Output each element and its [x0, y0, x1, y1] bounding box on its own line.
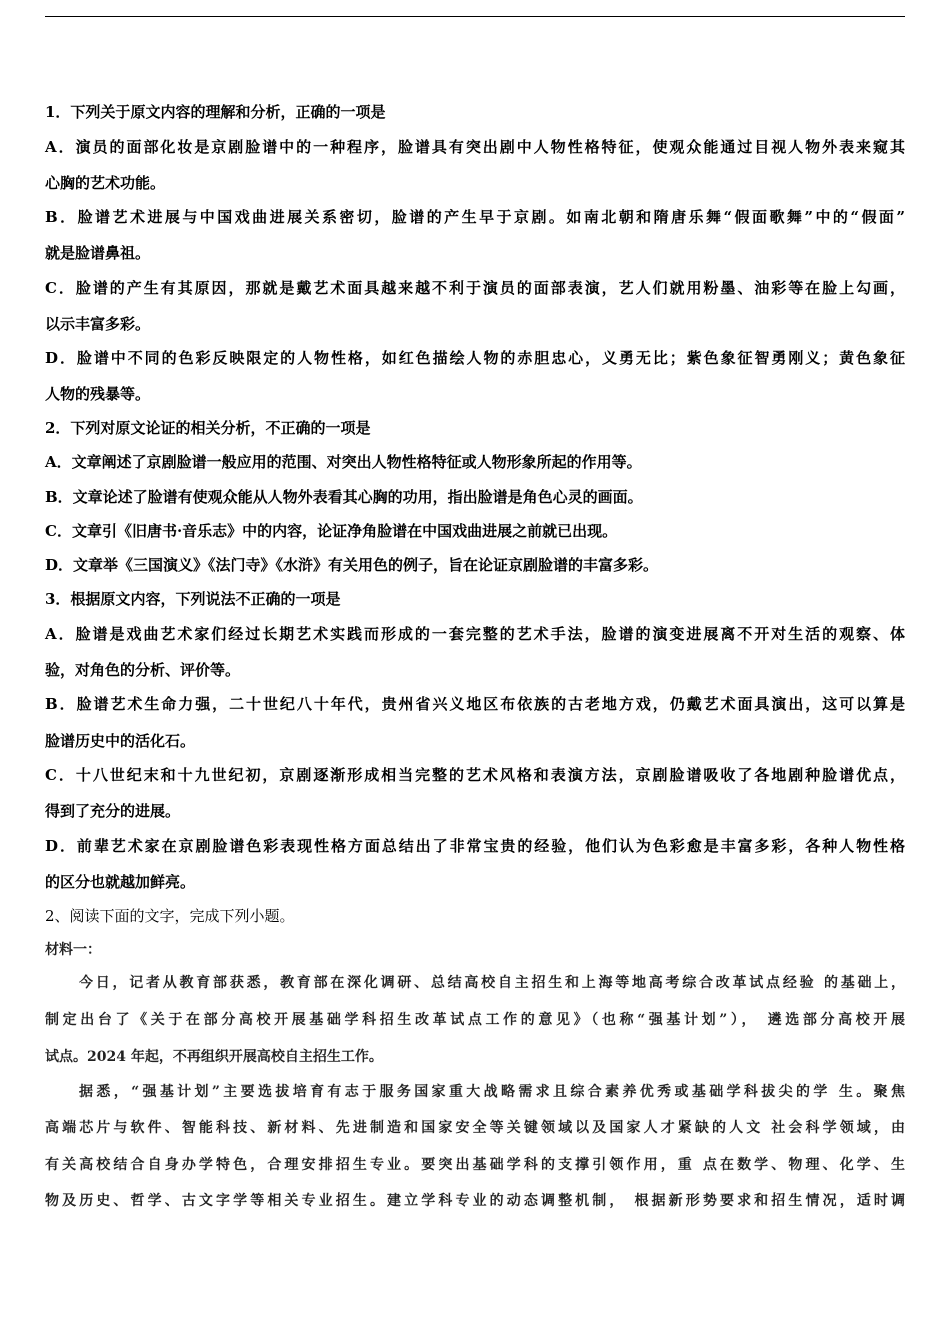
q3-option-d-line1: D．前辈艺术家在京剧脸谱色彩表现性格方面总结出了非常宝贵的经验，他们认为色彩愈是丰富多彩，各种人物性格 — [45, 837, 905, 855]
material-label: 材料一： — [45, 942, 101, 958]
q1-option-d-line1: D．脸谱中不同的色彩反映限定的人物性格，如红色描绘人物的赤胆忠心，义勇无比；紫色象征智勇刚义；黄色象征 — [45, 349, 905, 367]
q3-option-b-line1: B．脸谱艺术生命力强，二十世纪八十年代，贵州省兴义地区布依族的古老地方戏，仍戴艺术面具演出，这可以算是 — [45, 695, 905, 713]
question-2-stem: 2．下列对原文论证的相关分析，不正确的一项是 — [45, 419, 371, 437]
q1-option-c-line2: 以示丰富多彩。 — [45, 315, 151, 333]
q2-option-c: C．文章引《旧唐书·音乐志》中的内容，论证净角脸谱在中国戏曲进展之前就已出现。 — [45, 522, 618, 540]
q1-option-a-line2: 心胸的艺术功能。 — [45, 174, 166, 192]
question-3-stem: 3．根据原文内容，下列说法不正确的一项是 — [45, 590, 341, 608]
q1-option-b-line2: 就是脸谱鼻祖。 — [45, 244, 151, 262]
q3-option-b-line2: 脸谱历史中的活化石。 — [45, 732, 196, 750]
q1-option-d-line2: 人物的残暴等。 — [45, 385, 151, 403]
q1-option-c-line1: C．脸谱的产生有其原因，那就是戴艺术面具越来越不利于演员的面部表演，艺人们就用粉墨、油彩等在脸上勾画， — [45, 279, 905, 297]
section-2-heading: 2、阅读下面的文字，完成下列小题。 — [45, 907, 295, 925]
q2-option-b: B．文章论述了脸谱有使观众能从人物外表看其心胸的功用，指出脸谱是角色心灵的画面。 — [45, 488, 643, 506]
material-paragraph-2-line2: 高端芯片与软件、智能科技、新材料、先进制造和国家安全等关键领域以及国家人才紧缺的人文 社会科学领域，由 — [45, 1120, 905, 1136]
q3-option-c-line2: 得到了充分的进展。 — [45, 802, 181, 820]
q3-option-a-line1: A．脸谱是戏曲艺术家们经过长期艺术实践而形成的一套完整的艺术手法，脸谱的演变进展离不开对生活的观察、体 — [45, 625, 905, 643]
material-paragraph-2-line3: 有关高校结合自身办学特色，合理安排招生专业。要突出基础学科的支撑引领作用，重 点在数学、物理、化学、生 — [45, 1157, 905, 1173]
material-paragraph-1-line3: 试点。2024 年起，不再组织开展高校自主招生工作。 — [45, 1049, 383, 1065]
question-1-stem: 1．下列关于原文内容的理解和分析，正确的一项是 — [45, 103, 386, 121]
material-paragraph-1-line1: 今日，记者从教育部获悉，教育部在深化调研、总结高校自主招生和上海等地高考综合改革试点经验 的基础上， — [79, 975, 905, 991]
q3-option-a-line2: 验，对角色的分析、评价等。 — [45, 661, 241, 679]
material-paragraph-2-line4: 物及历史、哲学、古文字学等相关专业招生。建立学科专业的动态调整机制， 根据新形势要求和招生情况，适时调 — [45, 1193, 905, 1209]
q2-option-a: A．文章阐述了京剧脸谱一般应用的范围、对突出人物性格特征或人物形象所起的作用等。 — [45, 453, 642, 471]
q1-option-a-line1: A．演员的面部化妆是京剧脸谱中的一种程序，脸谱具有突出剧中人物性格特征，使观众能通过目视人物外表来窥其 — [45, 138, 905, 156]
q1-option-b-line1: B．脸谱艺术进展与中国戏曲进展关系密切，脸谱的产生早于京剧。如南北朝和隋唐乐舞“假面歌舞”中的“假面” — [45, 208, 905, 226]
q3-option-c-line1: C．十八世纪末和十九世纪初，京剧逐渐形成相当完整的艺术风格和表演方法，京剧脸谱吸收了各地剧种脸谱优点， — [45, 766, 905, 784]
material-paragraph-1-line2: 制定出台了《关于在部分高校开展基础学科招生改革试点工作的意见》（也称“强基计划”）， 遴选部分高校开展 — [45, 1012, 905, 1028]
q2-option-d: D．文章举《三国演义》《法门寺》《水浒》有关用色的例子，旨在论证京剧脸谱的丰富多彩。 — [45, 556, 659, 574]
header-rule — [45, 16, 905, 17]
q3-option-d-line2: 的区分也就越加鲜亮。 — [45, 873, 196, 891]
material-paragraph-2-line1: 据悉，“强基计划”主要选拔培育有志于服务国家重大战略需求且综合素养优秀或基础学科拔尖的学 生。聚焦 — [79, 1084, 905, 1100]
